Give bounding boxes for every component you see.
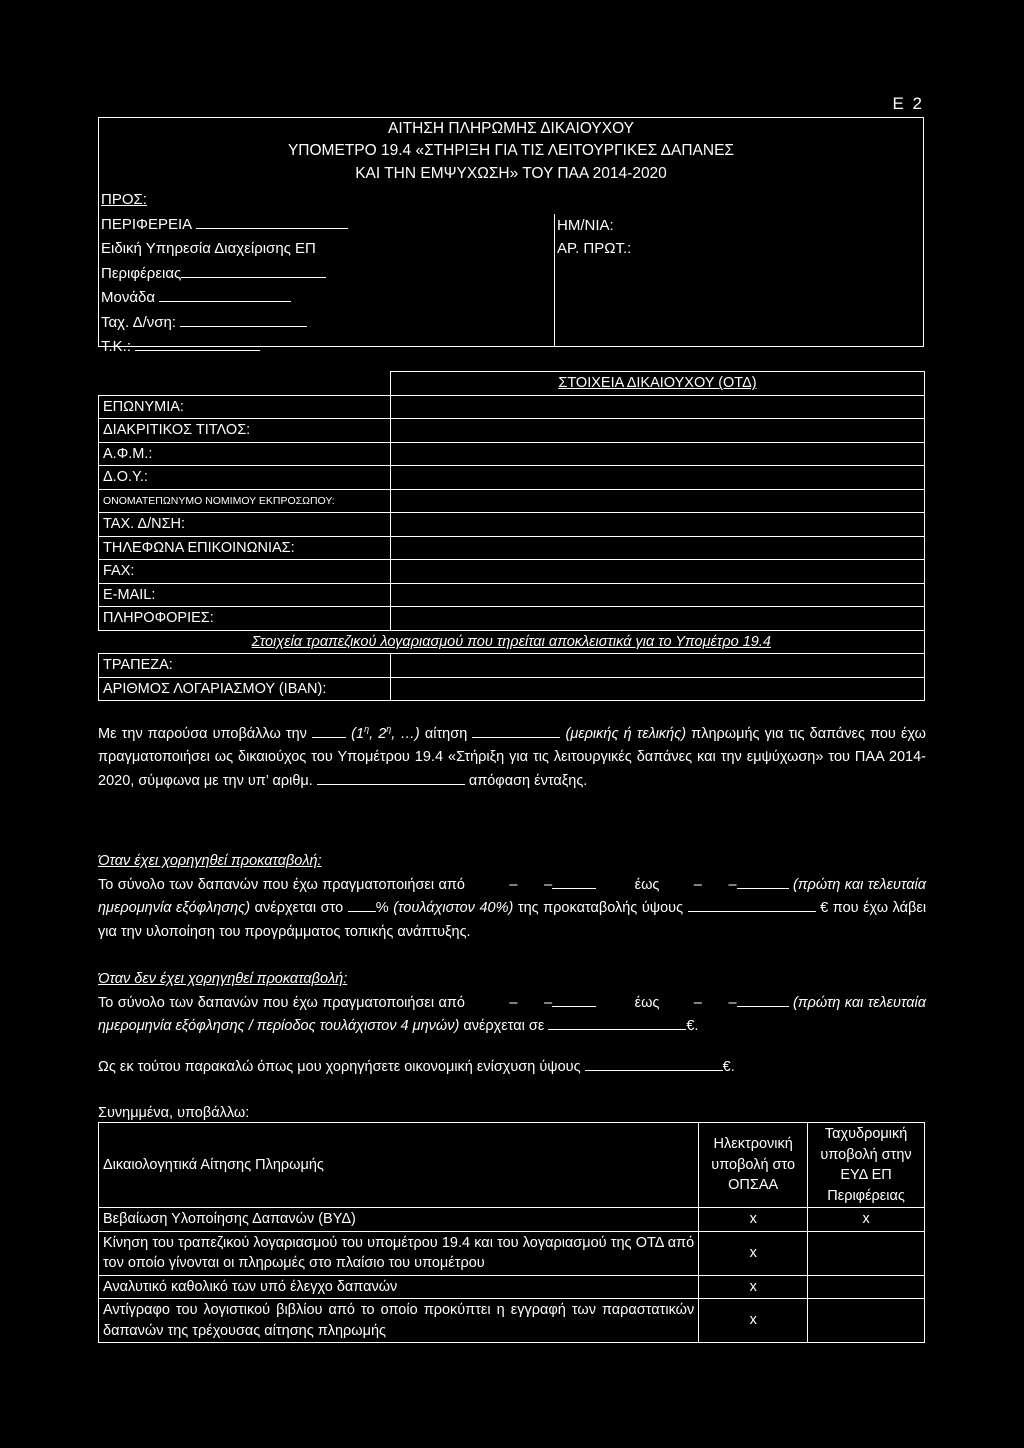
doy-field[interactable] bbox=[391, 466, 925, 490]
table-row: Κίνηση του τραπεζικού λογαριασμού του υπομέτρου 19.4 και του λογαριασμού της ΟΤΔ από τον οποίο γίνονται οι πληρωμές στο πλαίσιο του υπομέτρου x bbox=[99, 1231, 925, 1275]
advance-paragraph: Όταν έχει χορηγηθεί προκαταβολή: Το σύνολο των δαπανών που έχω πραγματοποιήσει από – – έως – – (πρώτη και τελευταία ημερομηνία εξόφλησης) ανέρχεται στο % (τουλάχιστον 40%) της προκαταβολής ύψους € που έχω λάβει για την υλοποίηση του προγράμματος τοπικής ανάπτυξης. bbox=[98, 850, 926, 944]
postal-label: Τ.Κ.: bbox=[101, 338, 132, 355]
no-advance-heading: Όταν δεν έχει χορηγηθεί προκαταβολή: bbox=[98, 971, 348, 987]
recipient-block bbox=[101, 188, 348, 360]
info-label: ΠΛΗΡΟΦΟΡΙΕΣ: bbox=[99, 607, 391, 631]
info-field[interactable] bbox=[391, 607, 925, 631]
advance-amount-field[interactable] bbox=[688, 899, 816, 912]
form-subtitle-2: ΚΑΙ ΤΗΝ ΕΜΨΥΧΩΣΗ» ΤΟΥ ΠΑΑ 2014-2020 bbox=[355, 165, 667, 182]
name-label: ΕΠΩΝΥΜΙΑ: bbox=[99, 395, 391, 419]
address-label: Ταχ. Δ/νση: bbox=[101, 313, 177, 331]
phones-field[interactable] bbox=[391, 536, 925, 560]
region-label: ΠΕΡΙΦΕΡΕΙΑ bbox=[101, 215, 192, 233]
bank-label: ΤΡΑΠΕΖΑ: bbox=[99, 654, 391, 678]
request-paragraph: Με την παρούσα υποβάλλω την ($1^\eta$, $2^\eta$, …) αίτηση (μερικής ή τελικής) πληρωμής για τις δαπάνες που έχω πραγματοποιήσει ως δικαιούχος του Υπομέτρου 19.4 «Στήριξη για τις λειτουργικές δαπάνες και την εμψύχωση» του ΠΑΑ 2014-2020, σύμφωνα με την υπ’ αριθμ. απόφαση ένταξης. bbox=[98, 724, 926, 789]
email-label: E-MAIL: bbox=[99, 583, 391, 607]
request-amount-field[interactable] bbox=[585, 1058, 723, 1071]
date-label: ΗΜ/ΝΙΑ: bbox=[557, 217, 614, 234]
docs-header-postal: Ταχυδρομική υποβολή στην ΕΥΔ ΕΠ Περιφέρειας bbox=[808, 1123, 925, 1208]
protocol-label: ΑΡ. ΠΡΩΤ.: bbox=[557, 240, 632, 257]
legal-rep-label: ΟΝΟΜΑΤΕΠΩΝΥΜΟ ΝΟΜΙΜΟΥ ΕΚΠΡΟΣΩΠΟΥ: bbox=[99, 489, 391, 513]
beneficiary-section-title: ΣΤΟΙΧΕΙΑ ΔΙΚΑΙΟΥΧΟΥ (ΟΤΔ) bbox=[558, 375, 757, 392]
special-service-label: Ειδική Υπηρεσία Διαχείρισης ΕΠ bbox=[101, 240, 316, 257]
postal-check bbox=[808, 1231, 925, 1275]
postal-check bbox=[808, 1299, 925, 1343]
advance-heading: Όταν έχει χορηγηθεί προκαταβολή: bbox=[98, 853, 322, 869]
unit-field[interactable] bbox=[159, 287, 291, 302]
ben-address-label: ΤΑΧ. Δ/ΝΣΗ: bbox=[99, 513, 391, 537]
postal-field[interactable] bbox=[135, 336, 260, 351]
address-field[interactable] bbox=[180, 312, 307, 327]
request-amount-line: Ως εκ τούτου παρακαλώ όπως μου χορηγήσετε οικονομική ενίσχυση ύψους €. bbox=[98, 1059, 735, 1075]
legal-rep-field[interactable] bbox=[391, 489, 925, 513]
table-row: Αναλυτικό καθολικό των υπό έλεγχο δαπανών x bbox=[99, 1275, 925, 1299]
postal-check bbox=[808, 1275, 925, 1299]
electronic-check: x bbox=[699, 1231, 808, 1275]
registry-block bbox=[557, 214, 631, 260]
docs-header-electronic: Ηλεκτρονική υποβολή στο ΟΠΣΑΑ bbox=[699, 1123, 808, 1208]
afm-label: Α.Φ.Μ.: bbox=[99, 442, 391, 466]
beneficiary-table bbox=[98, 371, 925, 701]
phones-label: ΤΗΛΕΦΩΝΑ ΕΠΙΚΟΙΝΩΝΙΑΣ: bbox=[99, 536, 391, 560]
title-field[interactable] bbox=[391, 419, 925, 443]
region2-label: Περιφέρειας bbox=[101, 264, 182, 282]
advance-to-field[interactable] bbox=[737, 876, 789, 889]
advance-from-field[interactable] bbox=[552, 876, 596, 889]
iban-label: ΑΡΙΘΜΟΣ ΛΟΓΑΡΙΑΣΜΟΥ (IBAN): bbox=[99, 677, 391, 701]
form-title: ΑΙΤΗΣΗ ΠΛΗΡΩΜΗΣ ΔΙΚΑΙΟΥΧΟΥ bbox=[388, 120, 634, 137]
documents-table bbox=[98, 1122, 925, 1343]
fax-field[interactable] bbox=[391, 560, 925, 584]
table-row: Βεβαίωση Υλοποίησης Δαπανών (ΒΥΔ) x x bbox=[99, 1208, 925, 1232]
attached-label: Συνημμένα, υποβάλλω: bbox=[98, 1105, 250, 1121]
iban-field[interactable] bbox=[391, 677, 925, 701]
to-label: ΠΡΟΣ: bbox=[101, 191, 147, 208]
bank-section-title: Στοιχεία τραπεζικού λογαριασμού που τηρείται αποκλειστικά για το Υπομέτρο 19.4 bbox=[251, 633, 771, 650]
advance-percent-field[interactable] bbox=[348, 899, 376, 912]
email-field[interactable] bbox=[391, 583, 925, 607]
no-advance-paragraph: Όταν δεν έχει χορηγηθεί προκαταβολή: Το σύνολο των δαπανών που έχω πραγματοποιήσει από – – έως – – (πρώτη και τελευταία ημερομηνία εξόφλησης / περίοδος τουλάχιστον 4 μηνών) ανέρχεται σε €. bbox=[98, 968, 926, 1039]
decision-number-field[interactable] bbox=[317, 772, 465, 785]
region2-field[interactable] bbox=[181, 263, 326, 278]
region-field[interactable] bbox=[196, 214, 348, 229]
electronic-check: x bbox=[699, 1299, 808, 1343]
title-label: ΔΙΑΚΡΙΤΙΚΟΣ ΤΙΤΛΟΣ: bbox=[99, 419, 391, 443]
table-row: Αντίγραφο του λογιστικού βιβλίου από το οποίο προκύπτει η εγγραφή των παραστατικών δαπανών της τρέχουσας αίτησης πληρωμής x bbox=[99, 1299, 925, 1343]
fax-label: FAX: bbox=[99, 560, 391, 584]
name-field[interactable] bbox=[391, 395, 925, 419]
electronic-check: x bbox=[699, 1208, 808, 1232]
request-type-field[interactable] bbox=[472, 725, 560, 738]
ben-address-field[interactable] bbox=[391, 513, 925, 537]
bank-field[interactable] bbox=[391, 654, 925, 678]
no-advance-amount-field[interactable] bbox=[548, 1017, 686, 1030]
no-advance-to-field[interactable] bbox=[737, 994, 789, 1007]
doy-label: Δ.Ο.Υ.: bbox=[99, 466, 391, 490]
form-subtitle-1: ΥΠΟΜΕΤΡΟ 19.4 «ΣΤΗΡΙΞΗ ΓΙΑ ΤΙΣ ΛΕΙΤΟΥΡΓΙΚΕΣ ΔΑΠΑΝΕΣ bbox=[287, 142, 735, 159]
docs-header-documents: Δικαιολογητικά Αίτησης Πληρωμής bbox=[99, 1123, 699, 1208]
no-advance-from-field[interactable] bbox=[552, 994, 596, 1007]
electronic-check: x bbox=[699, 1275, 808, 1299]
unit-label: Μονάδα bbox=[101, 289, 156, 306]
header-box bbox=[98, 117, 924, 355]
header-divider bbox=[554, 214, 555, 346]
afm-field[interactable] bbox=[391, 442, 925, 466]
request-number-field[interactable] bbox=[312, 725, 346, 738]
postal-check: x bbox=[808, 1208, 925, 1232]
form-code: Ε 2 bbox=[892, 94, 924, 113]
